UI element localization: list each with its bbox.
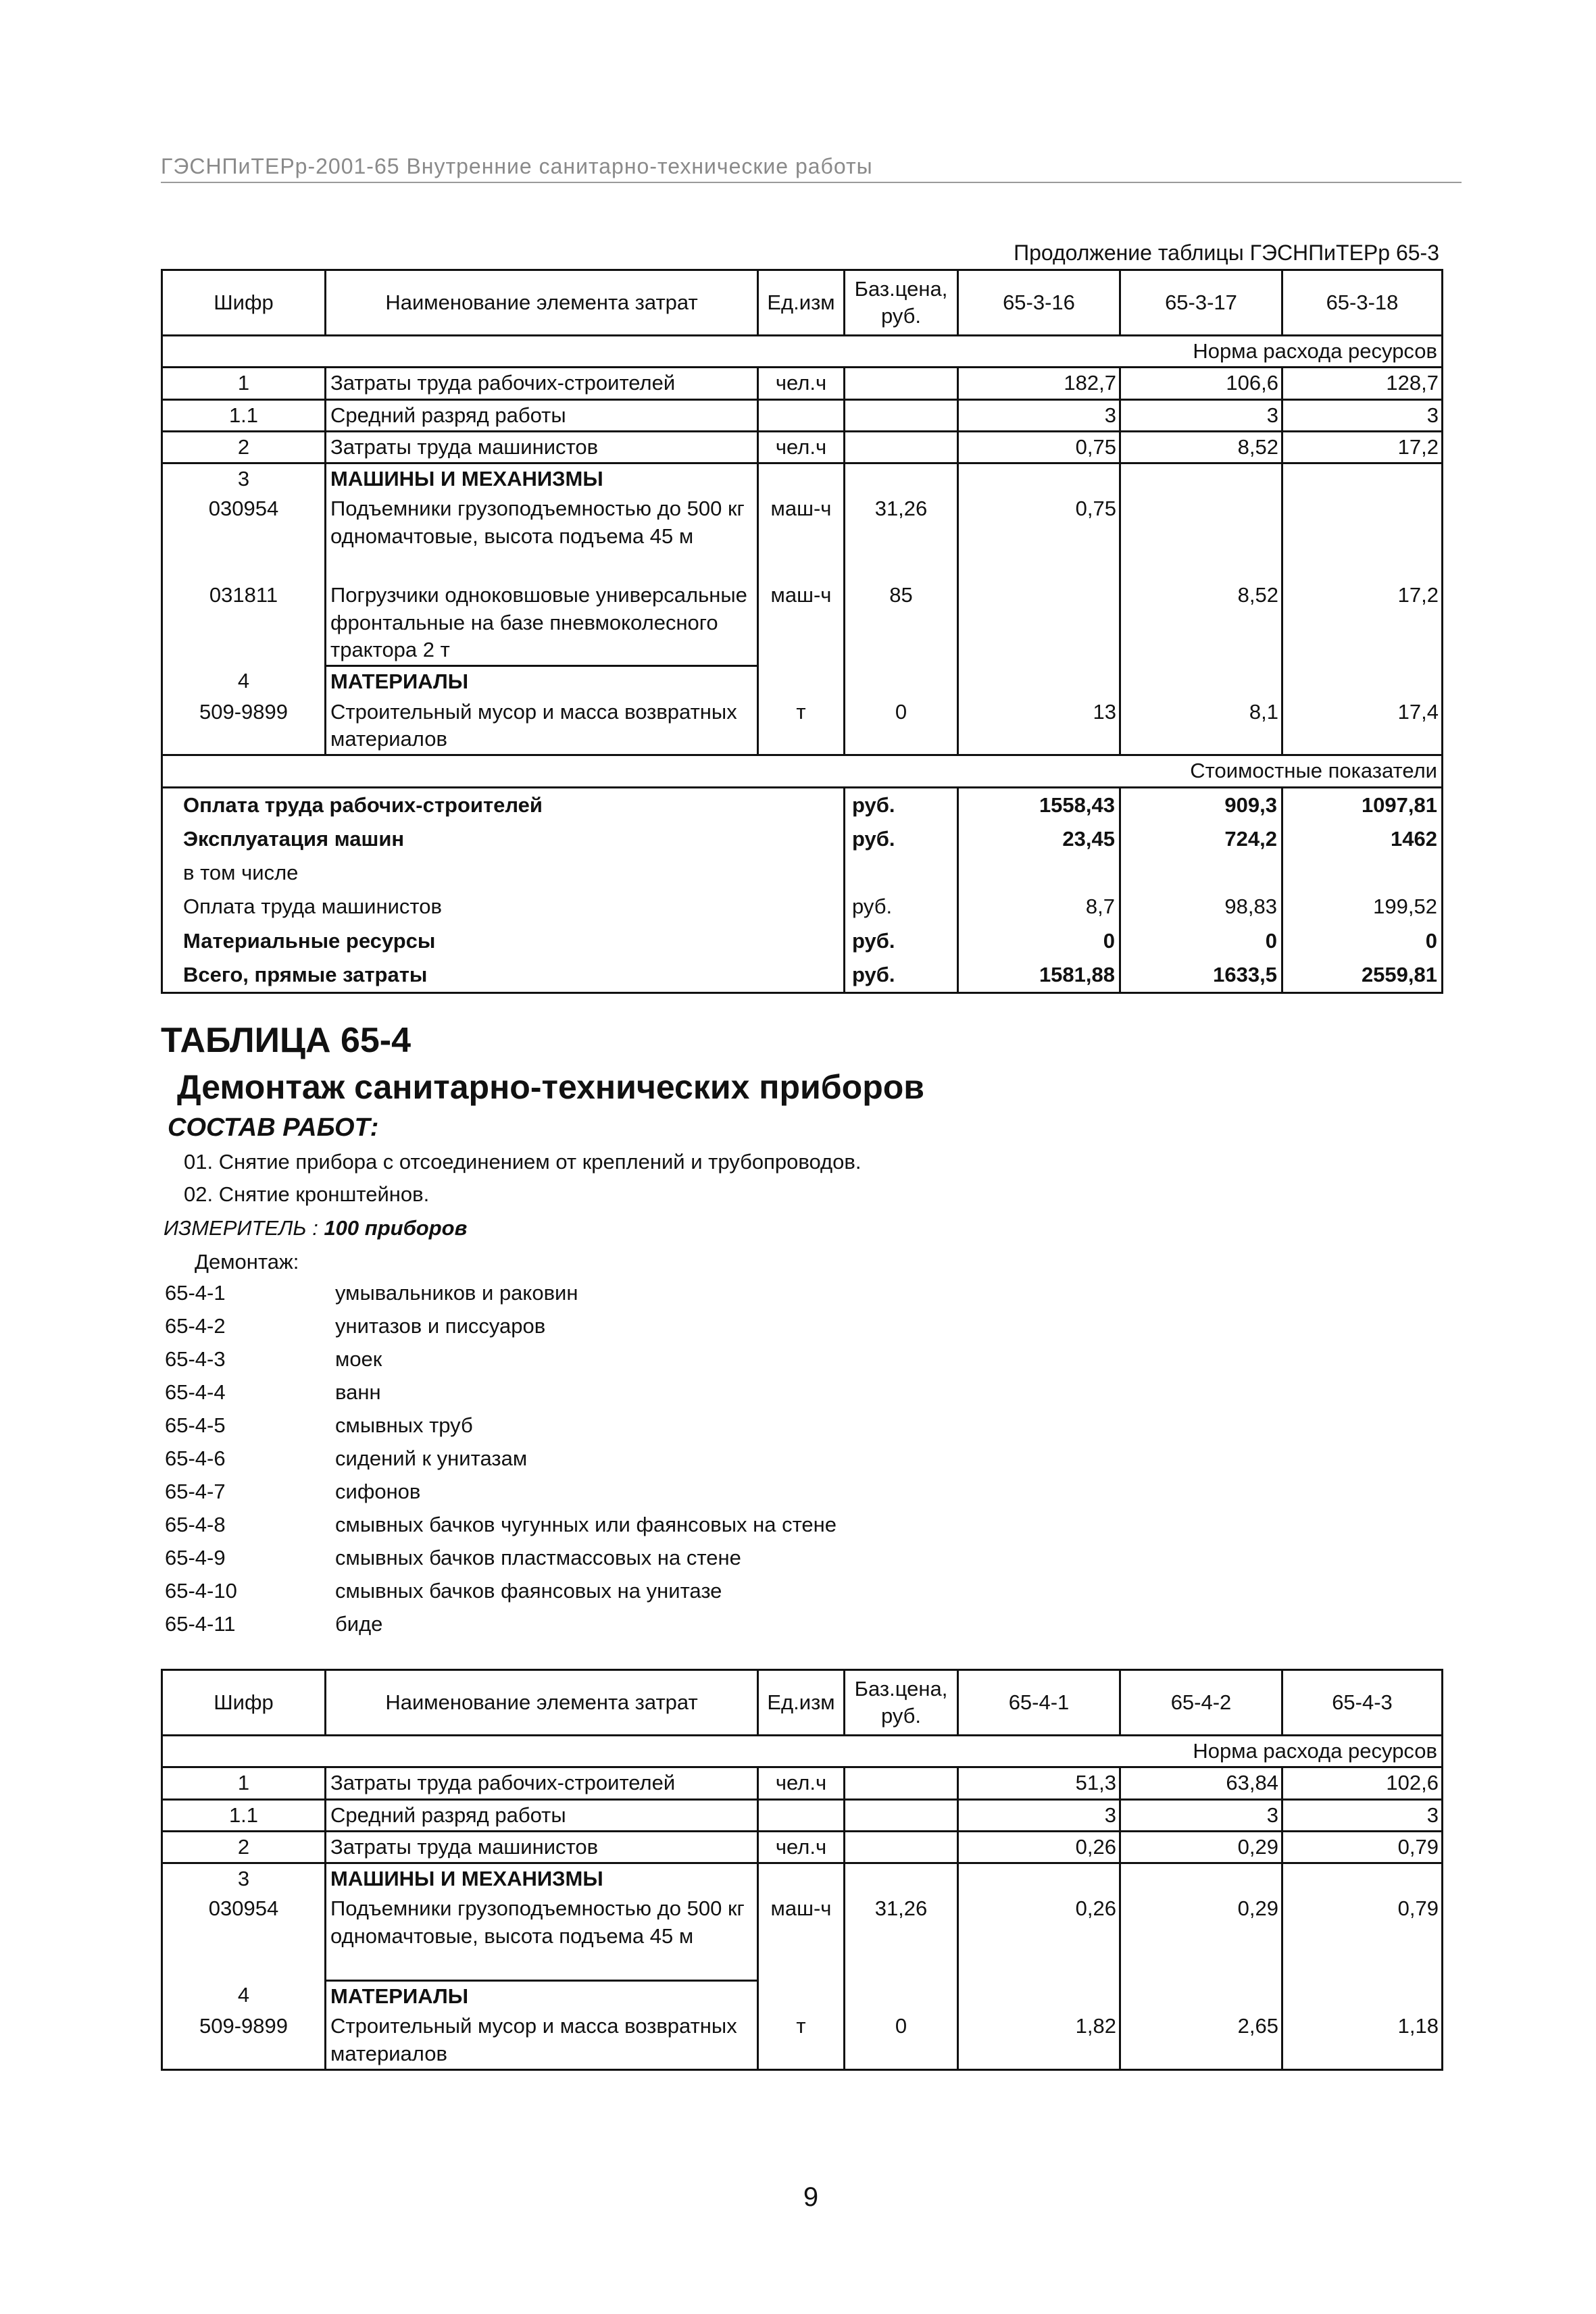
work-item: 02. Снятие кронштейнов. bbox=[184, 1182, 430, 1206]
cell-price: 85 bbox=[845, 580, 958, 665]
cell-value: 13 bbox=[958, 697, 1120, 755]
cell-unit bbox=[758, 1799, 845, 1831]
cost-unit: руб. bbox=[845, 822, 958, 856]
cell-value: 0,26 bbox=[958, 1831, 1120, 1863]
cell-value: 3 bbox=[1282, 1799, 1443, 1831]
cell-value: 0,29 bbox=[1120, 1831, 1282, 1863]
work-item: 01. Снятие прибора с отсоединением от креплений и трубопроводов. bbox=[184, 1150, 862, 1174]
dismantling-label: Демонтаж: bbox=[195, 1250, 299, 1274]
cost-label-row bbox=[162, 755, 1443, 787]
cell-value: 0,79 bbox=[1282, 1831, 1443, 1863]
cell-price bbox=[845, 368, 958, 399]
rate-description: смывных бачков чугунных или фаянсовых на стене bbox=[335, 1513, 837, 1536]
cost-value: 8,7 bbox=[958, 890, 1120, 924]
cell-value: 8,52 bbox=[1120, 580, 1282, 665]
cell-name: Затраты труда рабочих-строителей bbox=[326, 1767, 758, 1799]
cost-value: 1581,88 bbox=[958, 958, 1120, 993]
rate-description: смывных бачков пластмассовых на стене bbox=[335, 1546, 741, 1569]
cell-code: 3 bbox=[162, 1863, 326, 1894]
col-header-rate: 65-3-16 bbox=[958, 270, 1120, 336]
rate-code: 65-4-4 bbox=[165, 1380, 226, 1404]
table-header-row bbox=[162, 1670, 1443, 1736]
table-continuation-note: Продолжение таблицы ГЭСНПиТЕРр 65-3 bbox=[1014, 241, 1439, 265]
cell-name: Подъемники грузоподъемностью до 500 кг одномачтовые, высота подъема 45 м bbox=[326, 494, 758, 580]
table-row bbox=[162, 1767, 1443, 1799]
rate-description: сидений к унитазам bbox=[335, 1447, 528, 1470]
cell-unit: маш-ч bbox=[758, 580, 845, 665]
cell-unit: чел.ч bbox=[758, 368, 845, 399]
cell-price: 31,26 bbox=[845, 494, 958, 580]
col-header-name: Наименование элемента затрат bbox=[326, 1670, 758, 1736]
cost-value: 23,45 bbox=[958, 822, 1120, 856]
table-row bbox=[162, 368, 1443, 399]
cell-code: 1 bbox=[162, 1767, 326, 1799]
table-row bbox=[162, 697, 1443, 755]
rate-description: биде bbox=[335, 1612, 383, 1636]
cell-value bbox=[1282, 494, 1443, 580]
section-row-machines bbox=[162, 463, 1443, 495]
list-item bbox=[165, 1546, 837, 1579]
work-composition-heading: СОСТАВ РАБОТ: bbox=[168, 1113, 379, 1142]
col-header-rate: 65-3-18 bbox=[1282, 270, 1443, 336]
rate-description: унитазов и писсуаров bbox=[335, 1314, 546, 1338]
cell-code: 030954 bbox=[162, 494, 326, 580]
cell-name: Затраты труда машинистов bbox=[326, 1831, 758, 1863]
cost-label: Стоимостные показатели bbox=[162, 755, 1443, 787]
rate-code-list bbox=[165, 1281, 837, 1645]
list-item bbox=[165, 1413, 837, 1447]
cell-value: 3 bbox=[958, 399, 1120, 431]
cell-name: Затраты труда рабочих-строителей bbox=[326, 368, 758, 399]
cell-price bbox=[845, 1767, 958, 1799]
cell-value: 51,3 bbox=[958, 1767, 1120, 1799]
cell-value: 1,18 bbox=[1282, 2011, 1443, 2069]
cell-code: 3 bbox=[162, 463, 326, 495]
col-header-rate: 65-4-1 bbox=[958, 1670, 1120, 1736]
cell-code: 031811 bbox=[162, 580, 326, 665]
list-item bbox=[165, 1314, 837, 1347]
col-header-price: Баз.цена, руб. bbox=[845, 270, 958, 336]
cell-value: 0,75 bbox=[958, 494, 1120, 580]
cell-code: 509-9899 bbox=[162, 2011, 326, 2069]
cell-code: 1 bbox=[162, 368, 326, 399]
cost-row bbox=[162, 822, 1443, 856]
cost-unit: руб. bbox=[845, 958, 958, 993]
table-row bbox=[162, 431, 1443, 463]
cell-price: 31,26 bbox=[845, 1894, 958, 1980]
cell-name: Подъемники грузоподъемностью до 500 кг одномачтовые, высота подъема 45 м bbox=[326, 1894, 758, 1980]
cell-value: 2,65 bbox=[1120, 2011, 1282, 2069]
cost-value: 199,52 bbox=[1282, 890, 1443, 924]
cell-code: 2 bbox=[162, 431, 326, 463]
cost-row bbox=[162, 787, 1443, 822]
cell-price bbox=[845, 1831, 958, 1863]
cell-unit: чел.ч bbox=[758, 1831, 845, 1863]
cell-value: 0,79 bbox=[1282, 1894, 1443, 1980]
cost-unit: руб. bbox=[845, 890, 958, 924]
cell-value: 1,82 bbox=[958, 2011, 1120, 2069]
cell-name: Средний разряд работы bbox=[326, 1799, 758, 1831]
cost-label-cell: в том числе bbox=[162, 856, 845, 890]
col-header-code: Шифр bbox=[162, 1670, 326, 1736]
cell-value: 17,4 bbox=[1282, 697, 1443, 755]
cell-unit: маш-ч bbox=[758, 1894, 845, 1980]
list-item bbox=[165, 1380, 837, 1413]
cell-unit: маш-ч bbox=[758, 494, 845, 580]
cost-row bbox=[162, 958, 1443, 993]
resource-table-65-4 bbox=[161, 1669, 1443, 2071]
cell-name: Погрузчики одноковшовые универсальные фронтальные на базе пневмоколесного трактора 2 т bbox=[326, 580, 758, 665]
section-heading: МАШИНЫ И МЕХАНИЗМЫ bbox=[326, 463, 758, 495]
table-title: ТАБЛИЦА 65-4 bbox=[161, 1021, 412, 1060]
norm-label: Норма расхода ресурсов bbox=[162, 336, 1443, 368]
running-header: ГЭСНПиТЕРр-2001-65 Внутренние санитарно-технические работы bbox=[161, 154, 1462, 183]
rate-code: 65-4-5 bbox=[165, 1413, 226, 1437]
cell-price: 0 bbox=[845, 2011, 958, 2069]
table-row bbox=[162, 580, 1443, 665]
cell-unit: чел.ч bbox=[758, 431, 845, 463]
cost-label-cell: Оплата труда машинистов bbox=[162, 890, 845, 924]
cell-value: 8,52 bbox=[1120, 431, 1282, 463]
rate-description: моек bbox=[335, 1347, 382, 1371]
cost-unit: руб. bbox=[845, 787, 958, 822]
table-row bbox=[162, 1894, 1443, 1980]
section-row-materials bbox=[162, 666, 1443, 697]
cost-value: 1462 bbox=[1282, 822, 1443, 856]
rate-description: смывных бачков фаянсовых на унитазе bbox=[335, 1579, 722, 1603]
section-heading: МАШИНЫ И МЕХАНИЗМЫ bbox=[326, 1863, 758, 1894]
cell-value: 17,2 bbox=[1282, 431, 1443, 463]
rate-description: смывных труб bbox=[335, 1413, 473, 1437]
cell-value: 63,84 bbox=[1120, 1767, 1282, 1799]
list-item bbox=[165, 1579, 837, 1612]
col-header-rate: 65-3-17 bbox=[1120, 270, 1282, 336]
table-header-row bbox=[162, 270, 1443, 336]
table-row bbox=[162, 2011, 1443, 2069]
cell-code: 1.1 bbox=[162, 1799, 326, 1831]
cell-value: 3 bbox=[1120, 1799, 1282, 1831]
rate-code: 65-4-8 bbox=[165, 1513, 226, 1536]
table-row bbox=[162, 494, 1443, 580]
cell-price bbox=[845, 1799, 958, 1831]
cost-label-cell: Материальные ресурсы bbox=[162, 924, 845, 958]
cell-price: 0 bbox=[845, 697, 958, 755]
col-header-unit: Ед.изм bbox=[758, 1670, 845, 1736]
page-number: 9 bbox=[803, 2182, 819, 2212]
cost-value: 0 bbox=[1282, 924, 1443, 958]
cell-code: 2 bbox=[162, 1831, 326, 1863]
cell-value: 0,29 bbox=[1120, 1894, 1282, 1980]
rate-description: сифонов bbox=[335, 1480, 421, 1503]
rate-code: 65-4-10 bbox=[165, 1579, 237, 1603]
cell-value: 3 bbox=[958, 1799, 1120, 1831]
list-item bbox=[165, 1447, 837, 1480]
rate-code: 65-4-2 bbox=[165, 1314, 226, 1338]
rate-code: 65-4-11 bbox=[165, 1612, 236, 1636]
cell-value: 128,7 bbox=[1282, 368, 1443, 399]
cell-value: 106,6 bbox=[1120, 368, 1282, 399]
norm-label-row bbox=[162, 336, 1443, 368]
cost-value: 1633,5 bbox=[1120, 958, 1282, 993]
cell-unit bbox=[758, 399, 845, 431]
col-header-price: Баз.цена, руб. bbox=[845, 1670, 958, 1736]
cell-value bbox=[958, 580, 1120, 665]
cell-value: 3 bbox=[1120, 399, 1282, 431]
cell-price bbox=[845, 399, 958, 431]
rate-code: 65-4-7 bbox=[165, 1480, 226, 1503]
list-item bbox=[165, 1612, 837, 1645]
list-item bbox=[165, 1347, 837, 1380]
norm-label-row bbox=[162, 1736, 1443, 1767]
norm-label: Норма расхода ресурсов bbox=[162, 1736, 1443, 1767]
cost-value: 1097,81 bbox=[1282, 787, 1443, 822]
rate-code: 65-4-6 bbox=[165, 1447, 226, 1470]
list-item bbox=[165, 1513, 837, 1546]
cost-row bbox=[162, 890, 1443, 924]
cost-value: 724,2 bbox=[1120, 822, 1282, 856]
cell-price bbox=[845, 431, 958, 463]
cell-code: 4 bbox=[162, 666, 326, 697]
rate-code: 65-4-1 bbox=[165, 1281, 226, 1305]
cost-value: 909,3 bbox=[1120, 787, 1282, 822]
table-row bbox=[162, 1831, 1443, 1863]
cell-unit: т bbox=[758, 2011, 845, 2069]
cell-name: Строительный мусор и масса возвратных материалов bbox=[326, 2011, 758, 2069]
section-row-materials bbox=[162, 1980, 1443, 2011]
col-header-name: Наименование элемента затрат bbox=[326, 270, 758, 336]
cost-unit: руб. bbox=[845, 924, 958, 958]
cost-label-cell: Всего, прямые затраты bbox=[162, 958, 845, 993]
cell-name: Средний разряд работы bbox=[326, 399, 758, 431]
cell-code: 030954 bbox=[162, 1894, 326, 1980]
col-header-rate: 65-4-2 bbox=[1120, 1670, 1282, 1736]
table-subtitle: Демонтаж санитарно-технических приборов bbox=[177, 1068, 925, 1106]
cost-label-cell: Оплата труда рабочих-строителей bbox=[162, 787, 845, 822]
cell-name: Строительный мусор и масса возвратных материалов bbox=[326, 697, 758, 755]
cost-value: 2559,81 bbox=[1282, 958, 1443, 993]
cell-value: 8,1 bbox=[1120, 697, 1282, 755]
cell-code: 509-9899 bbox=[162, 697, 326, 755]
cost-label-cell: Эксплуатация машин bbox=[162, 822, 845, 856]
cost-value: 1558,43 bbox=[958, 787, 1120, 822]
cell-value: 17,2 bbox=[1282, 580, 1443, 665]
section-heading: МАТЕРИАЛЫ bbox=[326, 1980, 758, 2011]
table-row bbox=[162, 399, 1443, 431]
col-header-rate: 65-4-3 bbox=[1282, 1670, 1443, 1736]
cell-unit: чел.ч bbox=[758, 1767, 845, 1799]
cell-unit: т bbox=[758, 697, 845, 755]
rate-code: 65-4-3 bbox=[165, 1347, 226, 1371]
cost-row bbox=[162, 924, 1443, 958]
rate-code: 65-4-9 bbox=[165, 1546, 226, 1569]
col-header-unit: Ед.изм bbox=[758, 270, 845, 336]
measure-line bbox=[164, 1216, 467, 1240]
rate-description: умывальников и раковин bbox=[335, 1281, 578, 1305]
cell-value: 102,6 bbox=[1282, 1767, 1443, 1799]
cost-value: 0 bbox=[1120, 924, 1282, 958]
cell-value: 0,75 bbox=[958, 431, 1120, 463]
col-header-code: Шифр bbox=[162, 270, 326, 336]
cell-code: 1.1 bbox=[162, 399, 326, 431]
list-item bbox=[165, 1480, 837, 1513]
cell-name: Затраты труда машинистов bbox=[326, 431, 758, 463]
table-row bbox=[162, 1799, 1443, 1831]
cell-value: 182,7 bbox=[958, 368, 1120, 399]
cell-value: 0,26 bbox=[958, 1894, 1120, 1980]
measure-label: ИЗМЕРИТЕЛЬ : bbox=[164, 1216, 324, 1240]
cell-code: 4 bbox=[162, 1980, 326, 2011]
list-item bbox=[165, 1281, 837, 1314]
cost-value: 0 bbox=[958, 924, 1120, 958]
cost-value: 98,83 bbox=[1120, 890, 1282, 924]
cost-row bbox=[162, 856, 1443, 890]
measure-value: 100 приборов bbox=[324, 1216, 468, 1240]
cell-value bbox=[1120, 494, 1282, 580]
rate-description: ванн bbox=[335, 1380, 381, 1404]
cell-value: 3 bbox=[1282, 399, 1443, 431]
section-heading: МАТЕРИАЛЫ bbox=[326, 666, 758, 697]
resource-table-65-3 bbox=[161, 269, 1443, 994]
section-row-machines bbox=[162, 1863, 1443, 1894]
